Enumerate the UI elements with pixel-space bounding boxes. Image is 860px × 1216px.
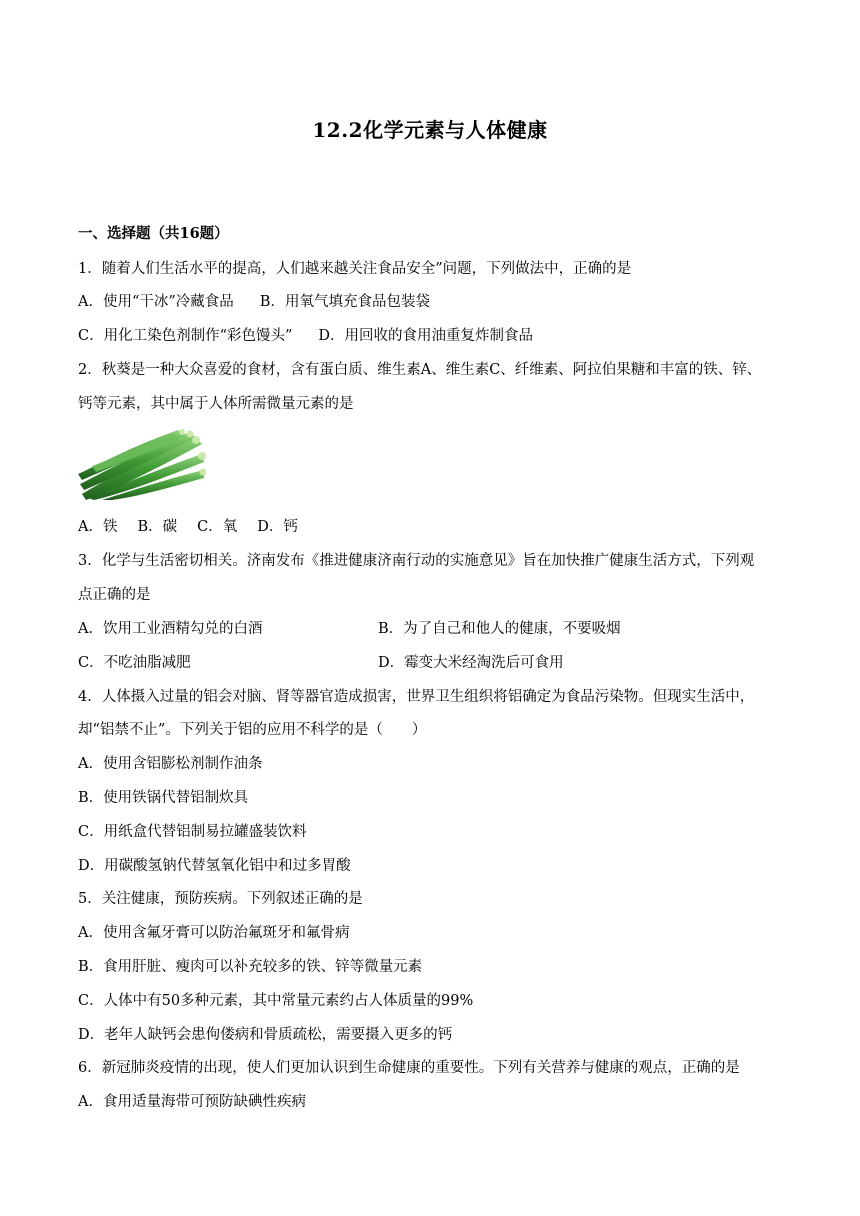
question-3-option-b: B．为了自己和他人的健康，不要吸烟 <box>378 621 621 637</box>
question-5-option-a: A．使用含氟牙膏可以防治氟斑牙和氟骨病 <box>78 925 350 941</box>
question-1-options-row-2 <box>78 327 533 345</box>
question-5-stem: 5．关注健康，预防疾病。下列叙述正确的是 <box>78 891 363 907</box>
option-b: B．用氧气填充食品包装袋 <box>259 294 430 310</box>
question-2-stem-line-2: 钙等元素，其中属于人体所需微量元素的是 <box>78 396 354 412</box>
question-1-options-row-1 <box>78 293 430 311</box>
question-3-option-c: C．不吃油脂减肥 <box>78 655 191 671</box>
page-title: 12.2化学元素与人体健康 <box>312 118 548 142</box>
option-c: C．用化工染色剂制作“彩色馒头” <box>78 328 293 344</box>
question-3-option-d: D．霉变大米经淘洗后可食用 <box>378 655 564 671</box>
section-heading: 一、选择题（共16题） <box>78 225 229 242</box>
option-d: D．钙 <box>257 519 298 535</box>
okra-image <box>78 428 206 500</box>
option-a: A．使用“干冰”冷藏食品 <box>78 294 234 310</box>
option-b: B．碳 <box>137 519 178 535</box>
option-d: D．用回收的食用油重复炸制食品 <box>318 328 534 344</box>
question-4-option-d: D．用碳酸氢钠代替氢氧化铝中和过多胃酸 <box>78 858 351 874</box>
question-5-option-d: D．老年人缺钙会患佝偻病和骨质疏松，需要摄入更多的钙 <box>78 1027 453 1043</box>
question-5-option-c: C．人体中有50多种元素，其中常量元素约占人体质量的99% <box>78 993 474 1009</box>
question-3-stem-line-1: 3．化学与生活密切相关。济南发布《推进健康济南行动的实施意见》旨在加快推广健康生活方式，下列观 <box>78 553 755 569</box>
question-5-option-b: B．食用肝脏、瘦肉可以补充较多的铁、锌等微量元素 <box>78 959 423 975</box>
question-3-option-a: A．饮用工业酒精勾兑的白酒 <box>78 621 263 637</box>
question-4-stem-line-1: 4．人体摄入过量的铝会对脑、肾等器官造成损害，世界卫生组织将铝确定为食品污染物。但现实生活中， <box>78 689 755 705</box>
question-4-option-c: C．用纸盒代替铝制易拉罐盛装饮料 <box>78 824 307 840</box>
question-6-option-a: A．食用适量海带可预防缺碘性疾病 <box>78 1094 306 1110</box>
question-2-stem-line-1: 2．秋葵是一种大众喜爱的食材，含有蛋白质、维生素A、维生素C、纤维素、阿拉伯果糖和丰富的铁、锌、 <box>78 362 762 378</box>
option-a: A．铁 <box>78 519 118 535</box>
okra-pods <box>78 429 206 500</box>
question-4-option-b: B．使用铁锅代替铝制炊具 <box>78 790 249 806</box>
question-2-options <box>78 518 298 536</box>
question-3-stem-line-2: 点正确的是 <box>78 587 151 603</box>
question-1-stem: 1．随着人们生活水平的提高，人们越来越关注食品安全”问题，下列做法中，正确的是 <box>78 261 632 277</box>
option-c: C．氧 <box>197 519 238 535</box>
question-4-stem-line-2: 却“铝禁不止”。下列关于铝的应用不科学的是（ ） <box>78 722 427 738</box>
question-6-stem: 6．新冠肺炎疫情的出现，使人们更加认识到生命健康的重要性。下列有关营养与健康的观点，正确的是 <box>78 1060 740 1076</box>
question-4-option-a: A．使用含铝膨松剂制作油条 <box>78 756 263 772</box>
